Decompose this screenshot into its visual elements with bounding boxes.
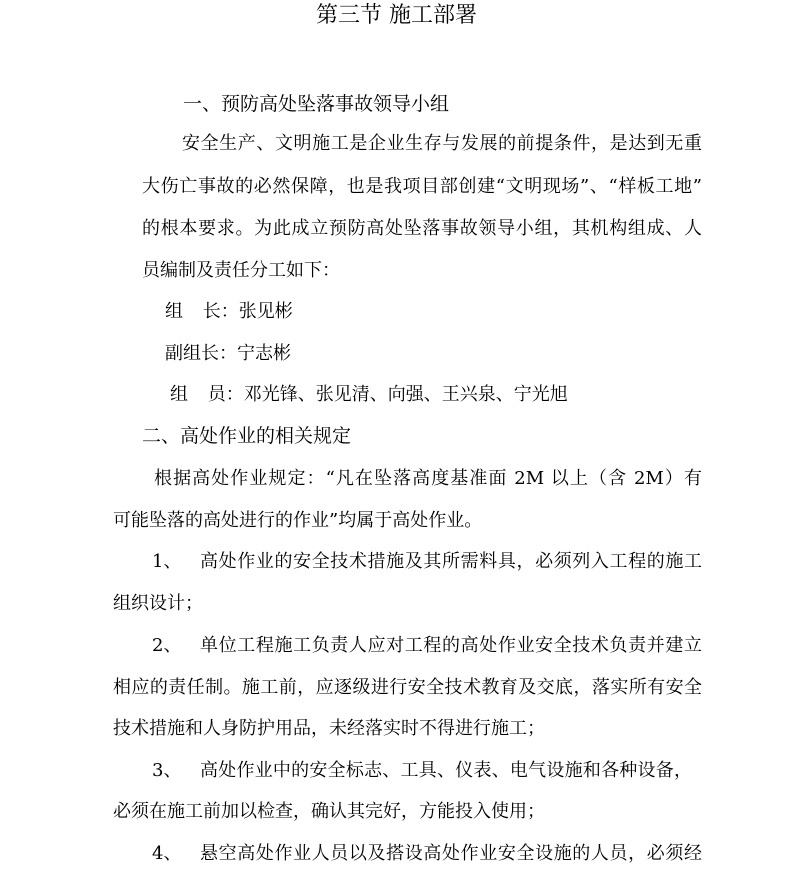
roster-deputy-leader: 副组长：宁志彬 bbox=[165, 343, 291, 364]
section-heading-1: 一、预防高处坠落事故领导小组 bbox=[183, 93, 450, 115]
list-item-line: 组织设计； bbox=[113, 593, 203, 614]
paragraph-line: 员编制及责任分工如下： bbox=[142, 260, 340, 281]
list-item-line: 必须在施工前加以检查，确认其完好，方能投入使用； bbox=[113, 801, 545, 822]
section-heading-2: 二、高处作业的相关规定 bbox=[142, 425, 352, 447]
paragraph-line: 的根本要求。为此成立预防高处坠落事故领导小组，其机构组成、人 bbox=[142, 218, 702, 239]
list-item-number: 1、 bbox=[152, 551, 182, 572]
list-item-line: 高处作业中的安全标志、工具、仪表、电气设施和各种设备， bbox=[200, 760, 692, 781]
list-item-number: 3、 bbox=[152, 760, 182, 781]
list-item-number: 4、 bbox=[152, 843, 182, 864]
list-item-number: 2、 bbox=[152, 635, 182, 656]
roster-leader: 组 长：张见彬 bbox=[165, 301, 293, 322]
paragraph-line: 安全生产、文明施工是企业生存与发展的前提条件，是达到无重 bbox=[182, 133, 702, 154]
page-title: 第三节 施工部署 bbox=[316, 3, 477, 28]
paragraph-line: 大伤亡事故的必然保障，也是我项目部创建“文明现场”、“样板工地” bbox=[142, 176, 702, 197]
list-item-line: 单位工程施工负责人应对工程的高处作业安全技术负责并建立 bbox=[200, 635, 702, 656]
list-item-line: 悬空高处作业人员以及搭设高处作业安全设施的人员，必须经 bbox=[200, 843, 702, 864]
roster-members: 组 员：邓光锋、张见清、向强、王兴泉、宁光旭 bbox=[170, 384, 568, 405]
list-item-line: 相应的责任制。施工前，应逐级进行安全技术教育及交底，落实所有安全 bbox=[113, 677, 702, 698]
list-item-line: 高处作业的安全技术措施及其所需料具，必须列入工程的施工 bbox=[200, 551, 702, 572]
paragraph-line: 可能坠落的高处进行的作业”均属于高处作业。 bbox=[113, 510, 483, 531]
paragraph-line: 根据高处作业规定：“凡在坠落高度基准面 2M 以上（含 2M）有 bbox=[154, 468, 702, 489]
list-item-line: 技术措施和人身防护用品，未经落实时不得进行施工； bbox=[113, 718, 545, 739]
